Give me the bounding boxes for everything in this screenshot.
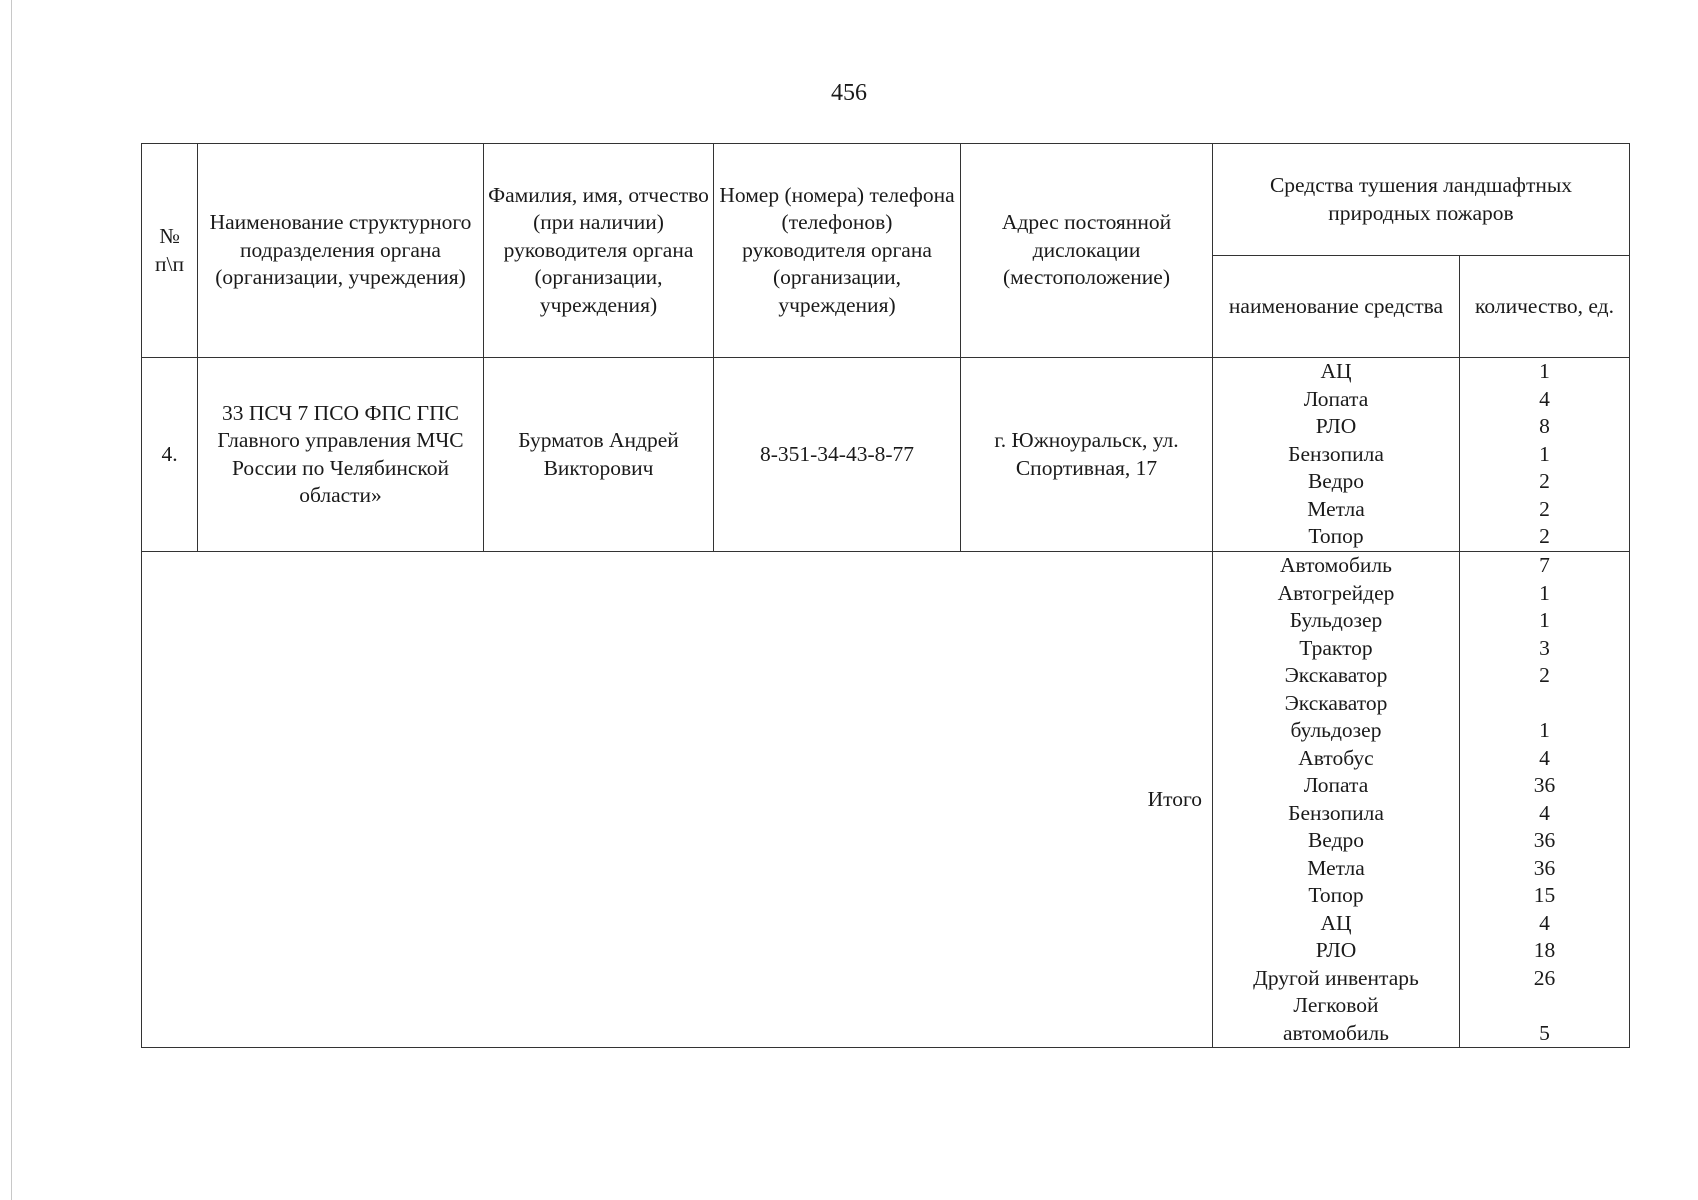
row-item-name: Бензопила: [1288, 441, 1384, 466]
total-item-qty: 1: [1539, 608, 1550, 632]
total-item-name: бульдозер: [1290, 718, 1382, 742]
row-item-qty: 1: [1539, 441, 1550, 466]
total-item-name: АЦ: [1320, 910, 1352, 935]
row-address: г. Южноуральск, ул. Спортивная, 17: [961, 358, 1213, 552]
total-item-qty: 15: [1533, 883, 1556, 907]
page-number: 456: [831, 80, 867, 106]
header-means-qty: количество, ед.: [1460, 256, 1630, 358]
row-item-name: Метла: [1307, 496, 1365, 521]
total-item-qty: 2: [1539, 663, 1550, 687]
total-item-name: Автогрейдер: [1277, 580, 1395, 605]
total-item-qty: [1460, 690, 1629, 718]
total-item-qty: 4: [1539, 910, 1550, 935]
header-head-name: Фамилия, имя, отчество (при наличии) руководителя органа (организации, учреждения): [484, 144, 714, 358]
row-item-name: Лопата: [1303, 386, 1369, 411]
header-means: Средства тушения ландшафтных природных пожаров: [1213, 144, 1630, 256]
total-item-qty: 4: [1539, 800, 1550, 825]
total-item-name: РЛО: [1315, 938, 1357, 962]
row-num: 4.: [142, 358, 198, 552]
total-item-name: Экскаватор: [1284, 663, 1388, 687]
row-phone: 8-351-34-43-8-77: [714, 358, 961, 552]
header-unit-name: Наименование структурного подразделения органа (организации, учреждения): [198, 144, 484, 358]
total-item-name: Автобус: [1298, 745, 1374, 770]
header-num: № п\п: [142, 144, 198, 358]
total-item-qty: 36: [1533, 773, 1556, 797]
row-items-cell: [1213, 358, 1460, 552]
row-item-qty: 4: [1539, 386, 1550, 411]
total-item-name: Трактор: [1299, 635, 1373, 660]
total-items-cell: [1213, 552, 1460, 1048]
total-item-name: Бульдозер: [1289, 608, 1383, 632]
row-item-name: РЛО: [1315, 414, 1357, 439]
total-item-name: Лопата: [1303, 773, 1369, 797]
total-item-name: Топор: [1308, 883, 1364, 907]
row-item-qty: 8: [1539, 414, 1550, 439]
total-item-qty: 1: [1539, 580, 1550, 605]
total-label: Итого: [142, 552, 1213, 1048]
row-item-qty: 1: [1539, 359, 1550, 384]
total-item-qty: 36: [1533, 855, 1556, 880]
resources-table: [141, 143, 1630, 1048]
row-item-qty: 2: [1539, 496, 1550, 521]
table-row: [142, 358, 1630, 552]
total-item-qty: 1: [1539, 718, 1550, 742]
total-item-name: Другой инвентарь: [1253, 965, 1419, 990]
total-item-qty: 3: [1539, 635, 1550, 660]
total-qty-cell: [1460, 552, 1630, 1048]
total-item-name: Ведро: [1307, 828, 1365, 852]
row-item-qty: 2: [1539, 524, 1550, 549]
total-item-name: Легковой: [1293, 993, 1379, 1017]
header-address: Адрес постоянной дислокации (местоположение): [961, 144, 1213, 358]
total-row: [142, 552, 1630, 1048]
total-item-name: Метла: [1307, 855, 1365, 880]
total-item-qty: 5: [1539, 1020, 1550, 1045]
header-means-name: наименование средства: [1213, 256, 1460, 358]
row-unit-name: 33 ПСЧ 7 ПСО ФПС ГПС Главного управления МЧС России по Челябинской области»: [198, 358, 484, 552]
row-item-qty: 2: [1539, 469, 1550, 494]
total-item-name: автомобиль: [1283, 1020, 1389, 1045]
page-edge-line: [11, 0, 12, 1200]
row-item-name: Топор: [1308, 524, 1364, 549]
total-item-qty: [1460, 992, 1629, 1020]
total-item-qty: 36: [1533, 828, 1556, 852]
row-head-name: Бурматов Андрей Викторович: [484, 358, 714, 552]
header-row: [142, 144, 1630, 256]
row-qty-cell: [1460, 358, 1630, 552]
total-item-qty: 7: [1539, 553, 1550, 577]
row-item-name: Ведро: [1307, 469, 1365, 494]
total-item-name: Бензопила: [1288, 800, 1384, 825]
total-item-name: Экскаватор: [1284, 690, 1388, 715]
total-item-name: Автомобиль: [1280, 553, 1392, 577]
header-phone: Номер (номера) телефона (телефонов) руководителя органа (организации, учреждения): [714, 144, 961, 358]
row-item-name: АЦ: [1320, 359, 1352, 384]
total-item-qty: 4: [1539, 745, 1550, 770]
total-item-qty: 26: [1533, 965, 1556, 990]
total-item-qty: 18: [1533, 938, 1556, 962]
